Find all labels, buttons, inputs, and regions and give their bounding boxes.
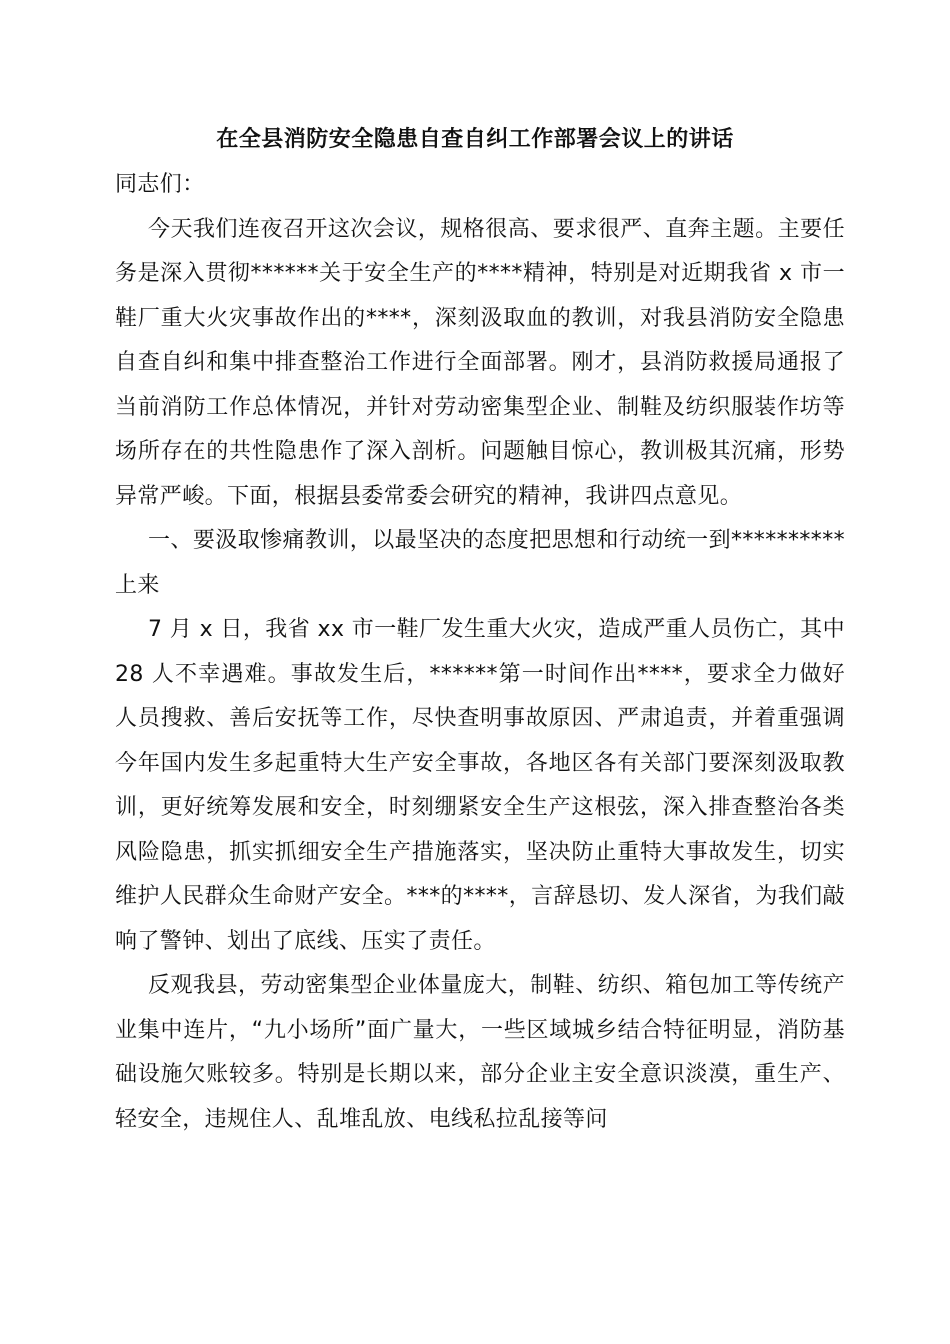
paragraph-county-situation: 反观我县，劳动密集型企业体量庞大，制鞋、纺织、箱包加工等传统产业集中连片，“九小场所”面广量大，一些区域城乡结合特征明显，消防基础设施欠账较多。特别是长期以来，部分企业主安全意识淡漠，重生产、轻安全，违规住人、乱堆乱放、电线私拉乱接等问 (115, 973, 845, 1132)
document-body (115, 163, 845, 1142)
paragraph-incident: 7 月 x 日，我省 xx 市一鞋厂发生重大火灾，造成严重人员伤亡，其中 28 人不幸遇难。事故发生后，******第一时间作出****，要求全力做好人员搜救、善后安抚等工作，尽快查明事故原因、严肃追责，并着重强调今年国内发生多起重特大生产安全事故，各地区各有关部门要深刻汲取教训，更好统筹发展和安全，时刻绷紧安全生产这根弦，深入排查整治各类风险隐患，抓实抓细安全生产措施落实，坚决防止重特大事故发生，切实维护人民群众生命财产安全。***的****，言辞恳切、发人深省，为我们敲响了警钟、划出了底线、压实了责任。 (115, 617, 845, 954)
paragraph-intro: 今天我们连夜召开这次会议，规格很高、要求很严、直奔主题。主要任务是深入贯彻******关于安全生产的****精神，特别是对近期我省 x 市一鞋厂重大火灾事故作出的****，深刻汲取血的教训，对我县消防安全隐患自查自纠和集中排查整治工作进行全面部署。刚才，县消防救援局通报了当前消防工作总体情况，并针对劳动密集型企业、制鞋及纺织服装作坊等场所存在的共性隐患作了深入剖析。问题触目惊心，教训极其沉痛，形势异常严峻。下面，根据县委常委会研究的精神，我讲四点意见。 (115, 216, 845, 509)
section-heading-one: 一、要汲取惨痛教训，以最坚决的态度把思想和行动统一到**********上来 (115, 528, 845, 598)
document-title: 在全县消防安全隐患自查自纠工作部署会议上的讲话 (216, 127, 734, 152)
salutation: 同志们： (115, 172, 205, 197)
